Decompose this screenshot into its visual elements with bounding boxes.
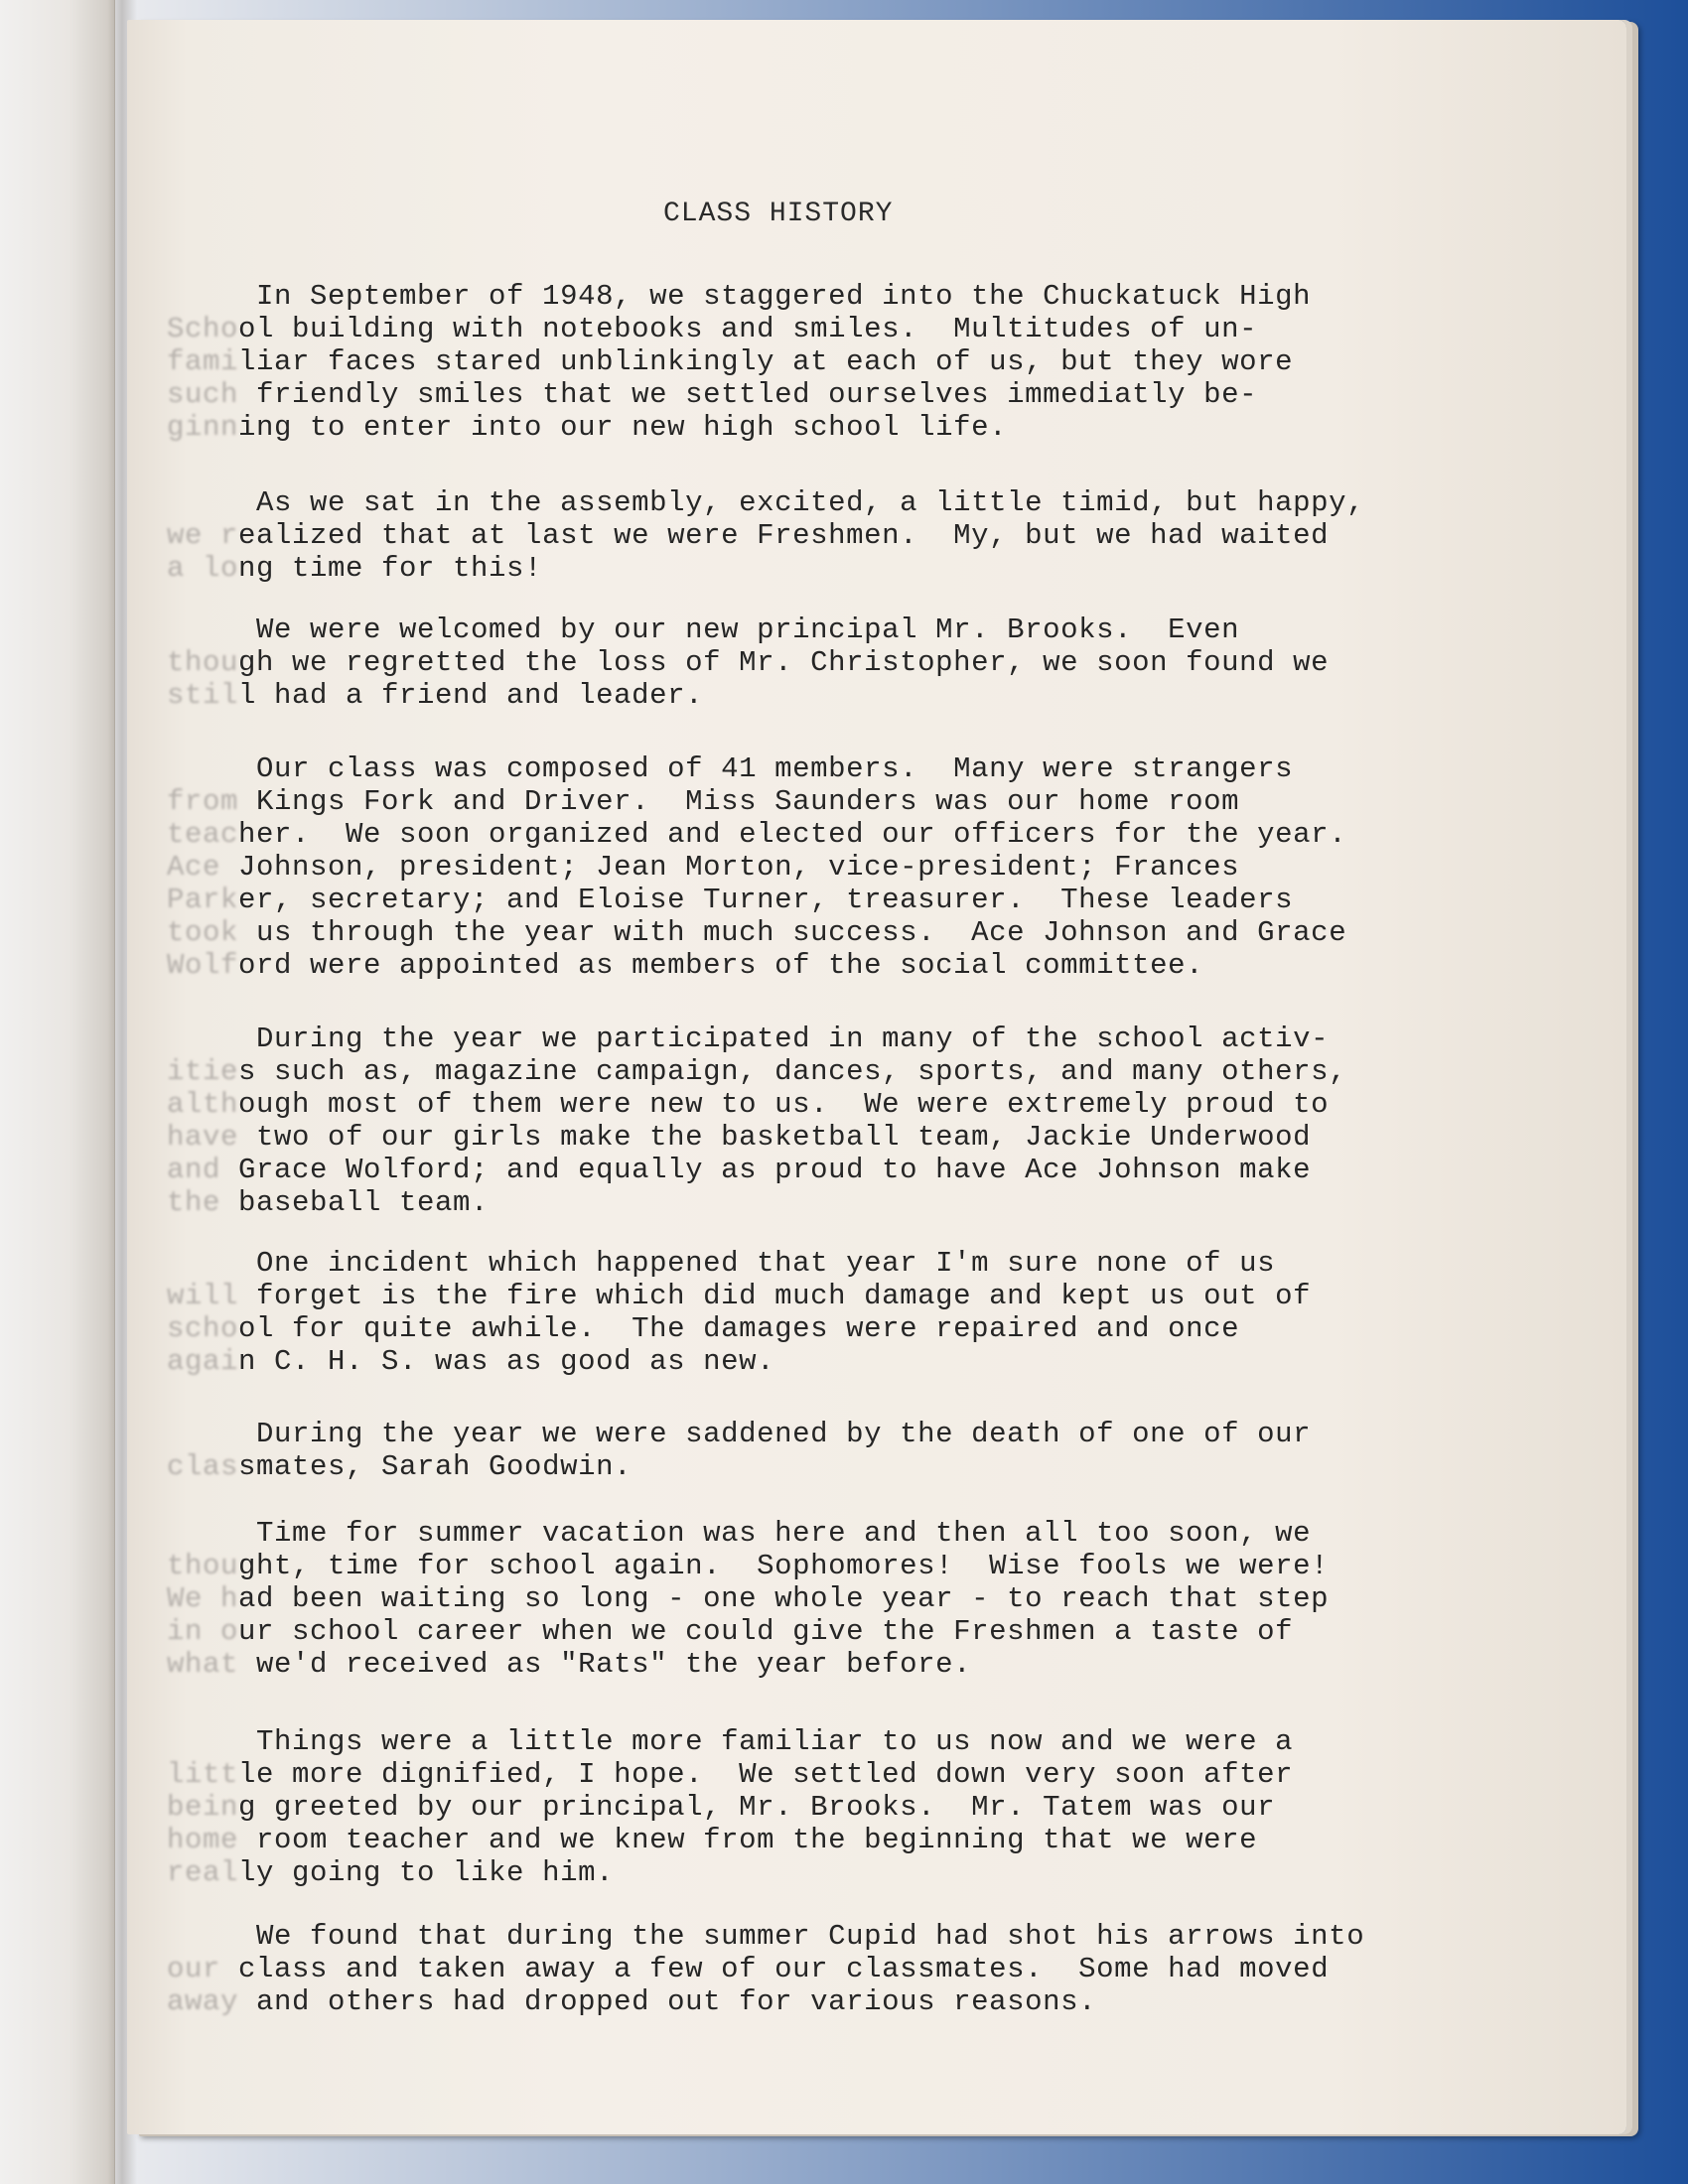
text-line xyxy=(167,646,1597,679)
line-text: ad been waiting so long - one whole year - to reach that step xyxy=(238,1582,1330,1615)
text-line xyxy=(167,1023,1597,1055)
faded-text: litt xyxy=(167,1758,239,1791)
paragraph xyxy=(167,1517,1597,1681)
page-title: CLASS HISTORY xyxy=(663,199,894,229)
faded-text: We h xyxy=(167,1582,239,1615)
line-text: We found that during the summer Cupid had shot his arrows into xyxy=(256,1920,1365,1953)
paragraph xyxy=(167,280,1597,444)
faded-text: fami xyxy=(167,345,239,378)
line-text: Our class was composed of 41 members. Many were strangers xyxy=(256,752,1294,785)
line-text: Time for summer vacation was here and then all too soon, we xyxy=(256,1517,1312,1550)
line-text: baseball team. xyxy=(220,1186,490,1219)
text-line xyxy=(167,916,1597,949)
text-line xyxy=(167,785,1597,818)
line-text: In September of 1948, we staggered into the Chuckatuck High xyxy=(256,280,1312,313)
line-text: ing to enter into our new high school life. xyxy=(238,411,1008,444)
line-text: ght, time for school again. Sophomores! Wise fools we were! xyxy=(238,1550,1330,1582)
line-text: s such as, magazine campaign, dances, sports, and many others, xyxy=(238,1055,1347,1088)
faded-text: the xyxy=(167,1186,221,1219)
text-line xyxy=(167,1345,1597,1378)
text-line xyxy=(167,1186,1597,1219)
faded-text: and xyxy=(167,1154,221,1186)
line-text: ng time for this! xyxy=(238,552,543,585)
faded-text: real xyxy=(167,1856,239,1889)
text-line xyxy=(167,378,1597,411)
text-line xyxy=(167,1121,1597,1154)
faded-text: thou xyxy=(167,1550,239,1582)
faded-text: ginn xyxy=(167,411,239,444)
document-page xyxy=(127,20,1626,2134)
text-line xyxy=(167,345,1597,378)
text-line xyxy=(167,519,1597,552)
paragraph xyxy=(167,486,1597,585)
line-text: ealized that at last we were Freshmen. My, but we had waited xyxy=(238,519,1330,552)
faded-text: will xyxy=(167,1280,239,1312)
faded-text: agai xyxy=(167,1345,239,1378)
text-line xyxy=(167,1280,1597,1312)
faded-text: in o xyxy=(167,1615,239,1648)
text-line xyxy=(167,1985,1597,2018)
text-line xyxy=(167,486,1597,519)
line-text: One incident which happened that year I'm sure none of us xyxy=(256,1247,1276,1280)
faded-text: what xyxy=(167,1648,239,1681)
text-line xyxy=(167,1824,1597,1856)
faded-text: from xyxy=(167,785,239,818)
text-line xyxy=(167,1582,1597,1615)
text-line xyxy=(167,1055,1597,1088)
text-line xyxy=(167,1088,1597,1121)
faded-text: home xyxy=(167,1824,239,1856)
line-text: liar faces stared unblinkingly at each of us, but they wore xyxy=(238,345,1294,378)
line-text: g greeted by our principal, Mr. Brooks. Mr. Tatem was our xyxy=(238,1791,1276,1824)
line-text: Things were a little more familiar to us now and we were a xyxy=(256,1725,1294,1758)
text-line xyxy=(167,1312,1597,1345)
line-text: ough most of them were new to us. We were extremely proud to xyxy=(238,1088,1330,1121)
text-line xyxy=(167,1550,1597,1582)
faded-text: teac xyxy=(167,818,239,851)
text-line xyxy=(167,1920,1597,1953)
text-line xyxy=(167,313,1597,345)
line-text: l had a friend and leader. xyxy=(238,679,704,712)
facing-page-edge xyxy=(0,0,115,2184)
text-line xyxy=(167,752,1597,785)
line-text: us through the year with much success. Ace Johnson and Grace xyxy=(238,916,1347,949)
line-text: ord were appointed as members of the social committee. xyxy=(238,949,1204,982)
line-text: room teacher and we knew from the beginning that we were xyxy=(238,1824,1258,1856)
paragraph xyxy=(167,614,1597,712)
line-text: As we sat in the assembly, excited, a little timid, but happy, xyxy=(256,486,1365,519)
faded-text: Scho xyxy=(167,313,239,345)
line-text: we'd received as "Rats" the year before. xyxy=(238,1648,972,1681)
paragraph xyxy=(167,752,1597,982)
paragraph xyxy=(167,1920,1597,2018)
faded-text: Park xyxy=(167,884,239,916)
faded-text: Wolf xyxy=(167,949,239,982)
text-line xyxy=(167,1856,1597,1889)
line-text: ol for quite awhile. The damages were repaired and once xyxy=(238,1312,1240,1345)
text-line xyxy=(167,1450,1597,1483)
line-text: Kings Fork and Driver. Miss Saunders was our home room xyxy=(238,785,1240,818)
text-line xyxy=(167,1154,1597,1186)
text-line xyxy=(167,1791,1597,1824)
faded-text: have xyxy=(167,1121,239,1154)
faded-text: away xyxy=(167,1985,239,2018)
text-line xyxy=(167,1615,1597,1648)
line-text: er, secretary; and Eloise Turner, treasurer. These leaders xyxy=(238,884,1294,916)
faded-text: such xyxy=(167,378,239,411)
faded-text: thou xyxy=(167,646,239,679)
line-text: and others had dropped out for various reasons. xyxy=(238,1985,1097,2018)
faded-text: we r xyxy=(167,519,239,552)
paragraph xyxy=(167,1418,1597,1483)
text-line xyxy=(167,1725,1597,1758)
text-line xyxy=(167,411,1597,444)
text-line xyxy=(167,280,1597,313)
faded-text: bein xyxy=(167,1791,239,1824)
line-text: Grace Wolford; and equally as proud to have Ace Johnson make xyxy=(220,1154,1312,1186)
line-text: her. We soon organized and elected our officers for the year. xyxy=(238,818,1347,851)
faded-text: our xyxy=(167,1953,221,1985)
line-text: friendly smiles that we settled ourselves immediatly be- xyxy=(238,378,1258,411)
faded-text: a lo xyxy=(167,552,239,585)
faded-text: stil xyxy=(167,679,239,712)
faded-text: scho xyxy=(167,1312,239,1345)
paragraph xyxy=(167,1023,1597,1219)
line-text: le more dignified, I hope. We settled down very soon after xyxy=(238,1758,1294,1791)
line-text: two of our girls make the basketball team, Jackie Underwood xyxy=(238,1121,1312,1154)
line-text: During the year we were saddened by the death of one of our xyxy=(256,1418,1312,1450)
text-line xyxy=(167,614,1597,646)
line-text: Johnson, president; Jean Morton, vice-president; Frances xyxy=(220,851,1240,884)
faded-text: clas xyxy=(167,1450,239,1483)
faded-text: took xyxy=(167,916,239,949)
line-text: n C. H. S. was as good as new. xyxy=(238,1345,775,1378)
text-line xyxy=(167,1758,1597,1791)
text-line xyxy=(167,679,1597,712)
text-line xyxy=(167,1517,1597,1550)
line-text: We were welcomed by our new principal Mr. Brooks. Even xyxy=(256,614,1240,646)
line-text: forget is the fire which did much damage and kept us out of xyxy=(238,1280,1312,1312)
text-line xyxy=(167,884,1597,916)
line-text: class and taken away a few of our classmates. Some had moved xyxy=(220,1953,1330,1985)
line-text: gh we regretted the loss of Mr. Christopher, we soon found we xyxy=(238,646,1330,679)
text-line xyxy=(167,1648,1597,1681)
line-text: smates, Sarah Goodwin. xyxy=(238,1450,633,1483)
text-line xyxy=(167,1418,1597,1450)
paragraph xyxy=(167,1247,1597,1378)
faded-text: alth xyxy=(167,1088,239,1121)
line-text: ol building with notebooks and smiles. Multitudes of un- xyxy=(238,313,1258,345)
line-text: ly going to like him. xyxy=(238,1856,615,1889)
line-text: ur school career when we could give the Freshmen a taste of xyxy=(238,1615,1294,1648)
text-line xyxy=(167,949,1597,982)
paragraph xyxy=(167,1725,1597,1889)
text-line xyxy=(167,552,1597,585)
text-line xyxy=(167,1953,1597,1985)
faded-text: itie xyxy=(167,1055,239,1088)
text-line xyxy=(167,1247,1597,1280)
line-text: During the year we participated in many of the school activ- xyxy=(256,1023,1330,1055)
text-line xyxy=(167,818,1597,851)
text-line xyxy=(167,851,1597,884)
faded-text: Ace xyxy=(167,851,221,884)
page-content xyxy=(127,20,1626,2134)
